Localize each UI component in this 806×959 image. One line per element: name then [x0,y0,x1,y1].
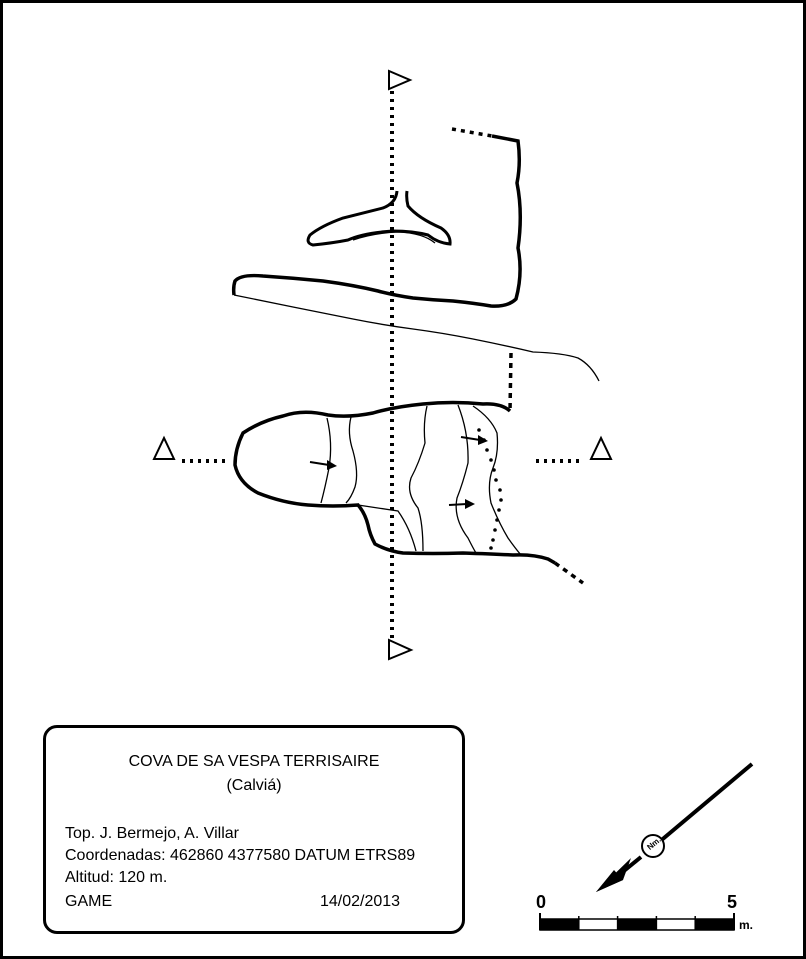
coordinates: Coordenadas: 462860 4377580 DATUM ETRS89 [65,847,416,864]
upper-chamber [308,191,450,245]
scale-end-label: 5 [727,892,738,912]
north-arrow [596,764,752,892]
chamber-contours [321,405,521,555]
north-label: Nm. [645,835,663,852]
upper-wall-dashed [452,129,492,136]
section-marker-top [389,71,410,89]
section-marker-bottom [389,640,411,659]
cave-title: COVA DE SA VESPA TERRISAIRE [128,753,380,770]
connection-dashed [510,353,511,411]
section-marker-right [591,438,611,459]
scale-bar [540,913,734,930]
slope-arrow-right-bottom [449,499,475,509]
drip-line [234,295,599,381]
altitude: Altitud: 120 m. [65,869,168,886]
survey-date: 14/02/2013 [320,893,401,910]
main-chamber-exit-dashed [555,563,583,583]
slope-arrow-left [310,460,337,470]
municipality: (Calviá) [226,777,282,794]
info-cartouche [43,725,465,934]
section-marker-left [154,438,174,459]
upper-wall-right [234,136,521,306]
main-chamber-wall [235,403,555,564]
topographers: Top. J. Bermejo, A. Villar [65,825,239,842]
scale-start-label: 0 [536,892,547,912]
scale-unit-label: m. [739,918,754,932]
group: GAME [65,893,113,910]
slope-arrow-right-top [461,435,488,445]
